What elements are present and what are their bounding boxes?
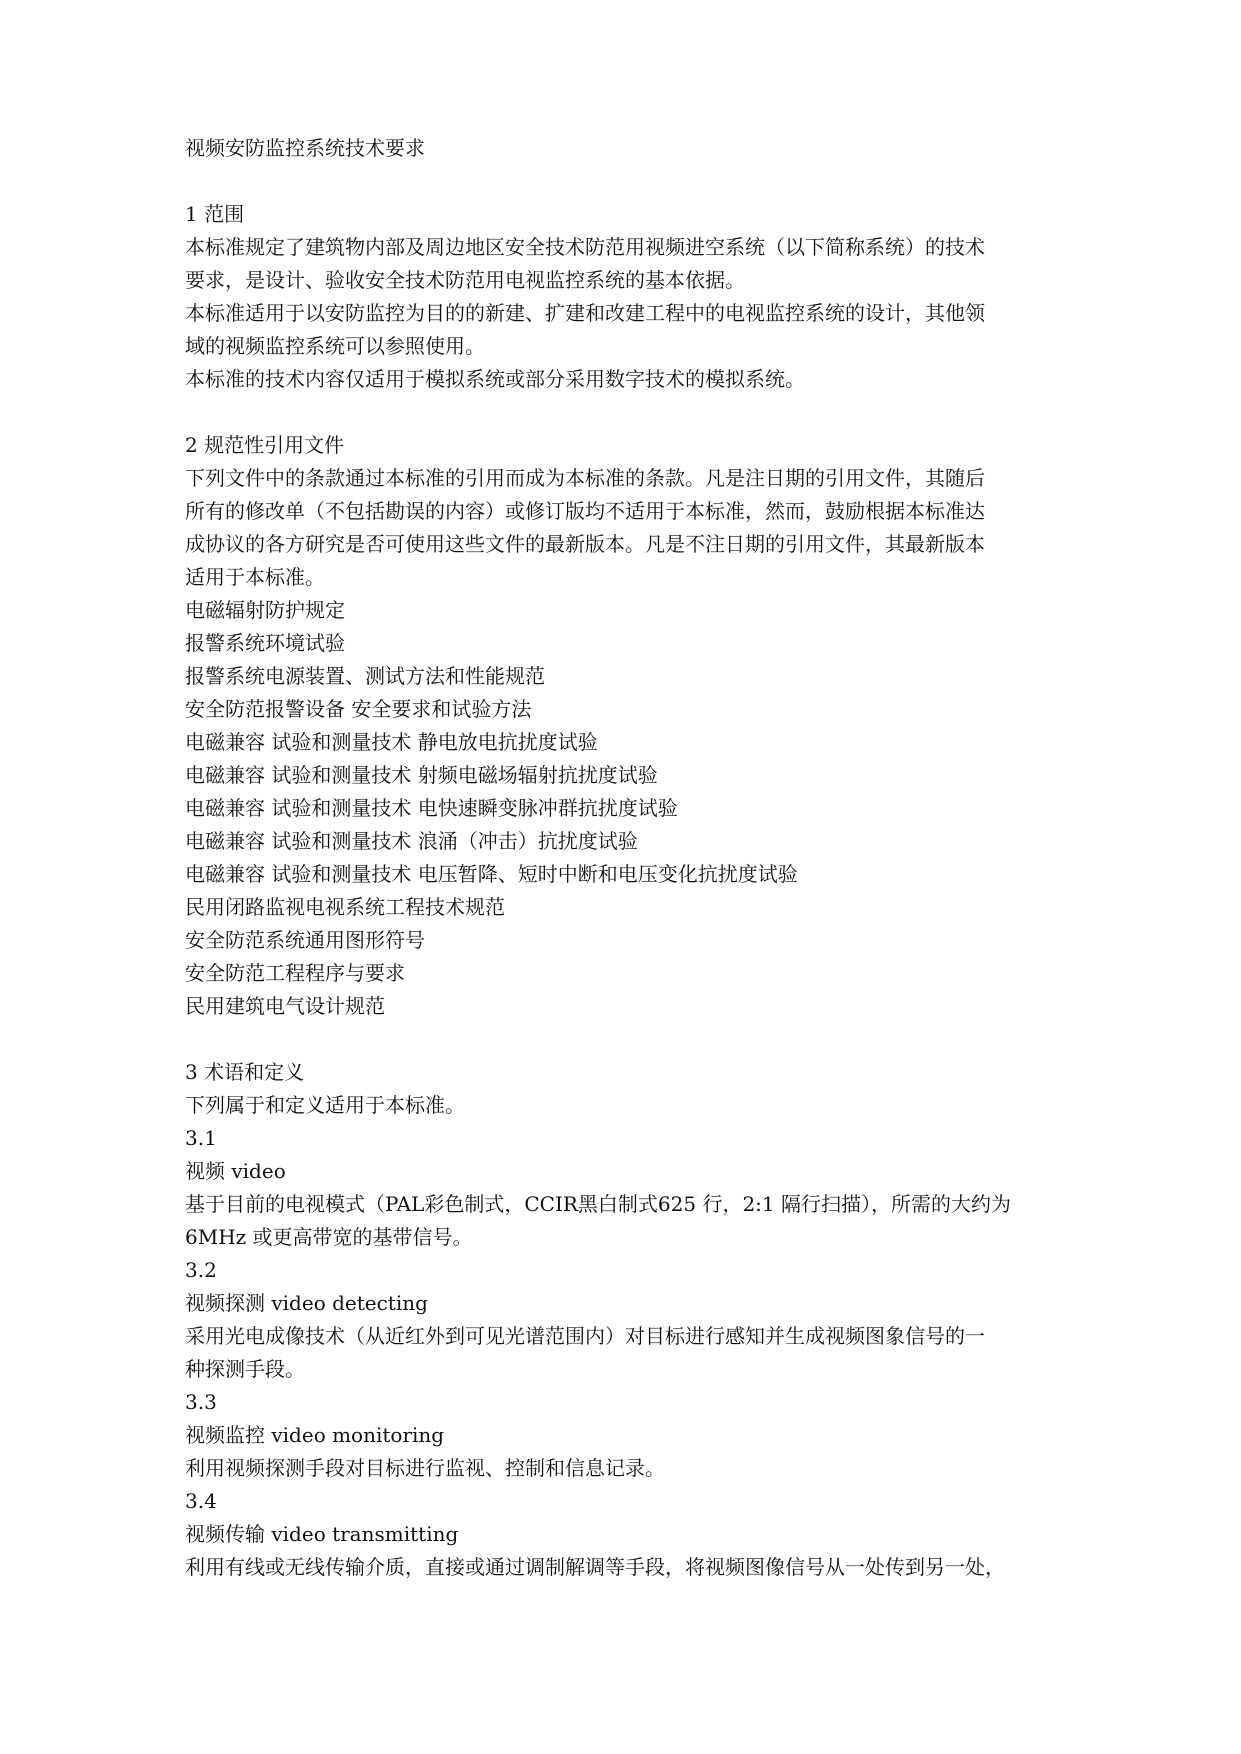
section-normative-references — [185, 429, 1075, 1023]
section-heading: 2 规范性引用文件 — [185, 433, 345, 457]
paragraph-line: 采用光电成像技术（从近红外到可见光谱范围内）对目标进行感知并生成视频图象信号的一 — [185, 1324, 985, 1348]
spacer — [185, 396, 1075, 429]
term-heading: 视频 video — [185, 1159, 286, 1183]
paragraph-line: 本标准适用于以安防监控为目的的新建、扩建和改建工程中的电视监控系统的设计，其他领 — [185, 301, 985, 325]
paragraph-line: 6MHz 或更高带宽的基带信号。 — [185, 1225, 473, 1249]
reference-item: 民用建筑电气设计规范 — [185, 994, 385, 1018]
reference-item: 报警系统电源装置、测试方法和性能规范 — [185, 664, 545, 688]
paragraph-line: 下列文件中的条款通过本标准的引用而成为本标准的条款。凡是注日期的引用文件，其随后 — [185, 466, 985, 490]
clause-number: 3.4 — [185, 1489, 217, 1513]
section-heading: 1 范围 — [185, 202, 245, 226]
reference-item: 电磁辐射防护规定 — [185, 598, 345, 622]
section-scope — [185, 198, 1075, 396]
section-heading: 3 术语和定义 — [185, 1060, 305, 1084]
term-heading: 视频监控 video monitoring — [185, 1423, 445, 1447]
reference-item: 电磁兼容 试验和测量技术 电快速瞬变脉冲群抗扰度试验 — [185, 796, 678, 820]
clause-number: 3.3 — [185, 1390, 217, 1414]
spacer — [185, 1023, 1075, 1056]
paragraph-line: 利用视频探测手段对目标进行监视、控制和信息记录。 — [185, 1456, 665, 1480]
reference-item: 电磁兼容 试验和测量技术 浪涌（冲击）抗扰度试验 — [185, 829, 638, 853]
reference-item: 安全防范工程程序与要求 — [185, 961, 405, 985]
clause-number: 3.1 — [185, 1126, 217, 1150]
paragraph-line: 基于目前的电视模式（PAL彩色制式，CCIR黑白制式625 行，2:1 隔行扫描），所需的大约为 — [185, 1192, 1011, 1216]
paragraph-line: 利用有线或无线传输介质，直接或通过调制解调等手段，将视频图像信号从一处传到另一处， — [185, 1555, 1005, 1579]
term-heading: 视频探测 video detecting — [185, 1291, 428, 1315]
paragraph-line: 下列属于和定义适用于本标准。 — [185, 1093, 465, 1117]
section-terms-definitions — [185, 1056, 1075, 1584]
reference-item: 电磁兼容 试验和测量技术 静电放电抗扰度试验 — [185, 730, 598, 754]
paragraph-line: 种探测手段。 — [185, 1357, 305, 1381]
paragraph-line: 适用于本标准。 — [185, 565, 325, 589]
paragraph-line: 域的视频监控系统可以参照使用。 — [185, 334, 485, 358]
reference-item: 民用闭路监视电视系统工程技术规范 — [185, 895, 505, 919]
paragraph-line: 本标准规定了建筑物内部及周边地区安全技术防范用视频进空系统（以下简称系统）的技术 — [185, 235, 985, 259]
reference-item: 报警系统环境试验 — [185, 631, 345, 655]
paragraph-line: 成协议的各方研究是否可使用这些文件的最新版本。凡是不注日期的引用文件，其最新版本 — [185, 532, 985, 556]
document-body — [185, 132, 1075, 1584]
clause-number: 3.2 — [185, 1258, 217, 1282]
spacer — [185, 165, 1075, 198]
paragraph-line: 本标准的技术内容仅适用于模拟系统或部分采用数字技术的模拟系统。 — [185, 367, 805, 391]
reference-item: 安全防范报警设备 安全要求和试验方法 — [185, 697, 532, 721]
paragraph-line: 要求，是设计、验收安全技术防范用电视监控系统的基本依据。 — [185, 268, 745, 292]
reference-item: 电磁兼容 试验和测量技术 射频电磁场辐射抗扰度试验 — [185, 763, 658, 787]
document-title: 视频安防监控系统技术要求 — [185, 136, 425, 160]
term-heading: 视频传输 video transmitting — [185, 1522, 459, 1546]
reference-item: 安全防范系统通用图形符号 — [185, 928, 425, 952]
reference-item: 电磁兼容 试验和测量技术 电压暂降、短时中断和电压变化抗扰度试验 — [185, 862, 798, 886]
paragraph-line: 所有的修改单（不包括勘误的内容）或修订版均不适用于本标准，然而，鼓励根据本标准达 — [185, 499, 985, 523]
